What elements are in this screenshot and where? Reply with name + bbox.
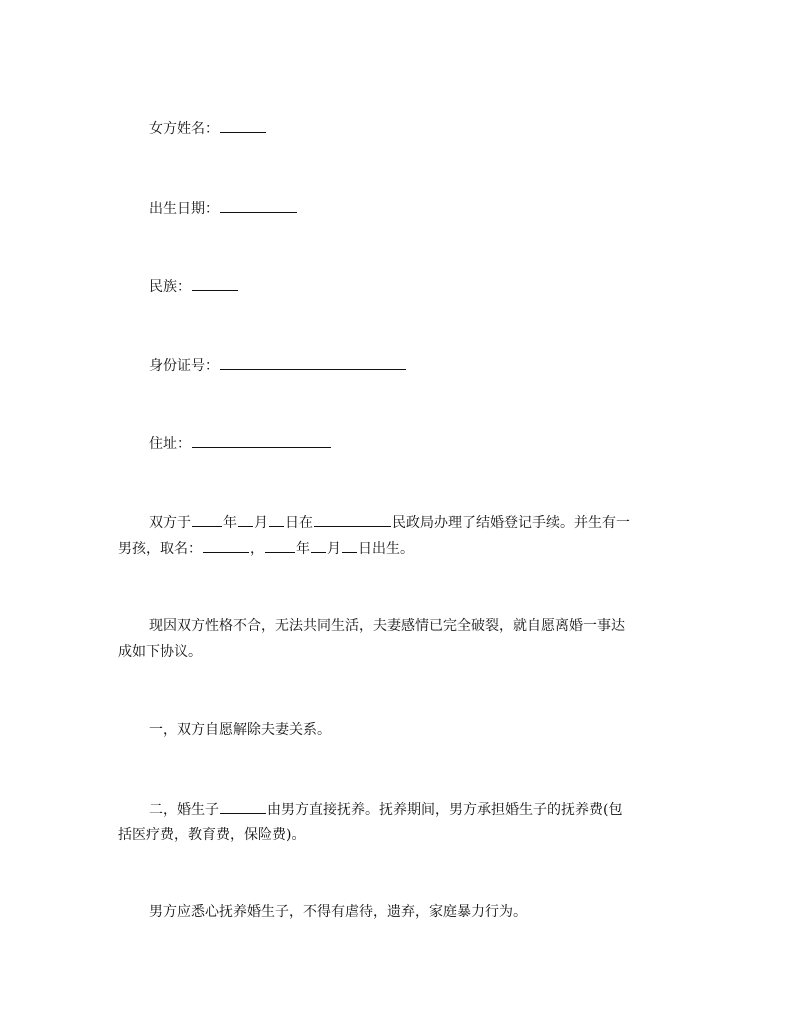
birth-month-blank[interactable] [311, 540, 326, 553]
marriage-day-label: 日在 [285, 515, 313, 531]
child-name-blank-2[interactable] [220, 801, 266, 814]
ethnicity-label: 民族： [149, 279, 191, 295]
female-name-blank[interactable] [220, 120, 266, 133]
marriage-comma: ， [250, 541, 264, 557]
marriage-day-blank[interactable] [269, 514, 284, 527]
address-blank[interactable] [192, 435, 331, 448]
birth-year-blank[interactable] [265, 540, 295, 553]
birth-month-label: 月 [327, 541, 341, 557]
address-label: 住址： [149, 436, 191, 452]
birth-date-label: 出生日期： [149, 201, 219, 217]
clause-2-line-1 [149, 801, 622, 818]
clause-2-text-b: 由男方直接抚养。抚养期间，男方承担婚生子的抚养费(包 [267, 802, 623, 818]
birth-date-row [149, 200, 298, 217]
birth-day-blank[interactable] [342, 540, 357, 553]
reason-line-2: 成如下协议。 [118, 644, 202, 660]
birth-date-blank[interactable] [220, 200, 297, 213]
marriage-month-blank[interactable] [238, 514, 253, 527]
marriage-month-label: 月 [254, 515, 268, 531]
child-name-blank[interactable] [203, 540, 249, 553]
marriage-text-d: 日出生。 [358, 541, 414, 557]
id-number-row [149, 357, 407, 374]
marriage-text-c: 男孩，取名： [118, 541, 202, 557]
ethnicity-blank[interactable] [192, 278, 238, 291]
marriage-text-b: 民政局办理了结婚登记手续。并生有一 [392, 515, 630, 531]
marriage-line-1 [149, 514, 630, 531]
marriage-line-2 [118, 540, 414, 557]
clause-2-line-2: 括医疗费，教育费，保险费)。 [118, 827, 306, 843]
birth-year-label: 年 [296, 541, 310, 557]
clause-2-text-a: 二，婚生子 [149, 802, 219, 818]
clause-1: 一，双方自愿解除夫妻关系。 [149, 722, 331, 738]
civil-affairs-bureau-blank[interactable] [314, 514, 391, 527]
marriage-text-a: 双方于 [149, 515, 191, 531]
address-row [149, 435, 332, 452]
id-number-blank[interactable] [220, 357, 406, 370]
id-number-label: 身份证号： [149, 358, 219, 374]
ethnicity-row [149, 278, 239, 295]
clause-3: 男方应悉心抚养婚生子，不得有虐待，遗弃，家庭暴力行为。 [149, 904, 527, 920]
marriage-year-blank[interactable] [192, 514, 222, 527]
female-name-row [149, 120, 267, 137]
female-name-label: 女方姓名： [149, 121, 219, 137]
reason-line-1: 现因双方性格不合，无法共同生活，夫妻感情已完全破裂，就自愿离婚一事达 [149, 618, 625, 634]
marriage-year-label: 年 [223, 515, 237, 531]
